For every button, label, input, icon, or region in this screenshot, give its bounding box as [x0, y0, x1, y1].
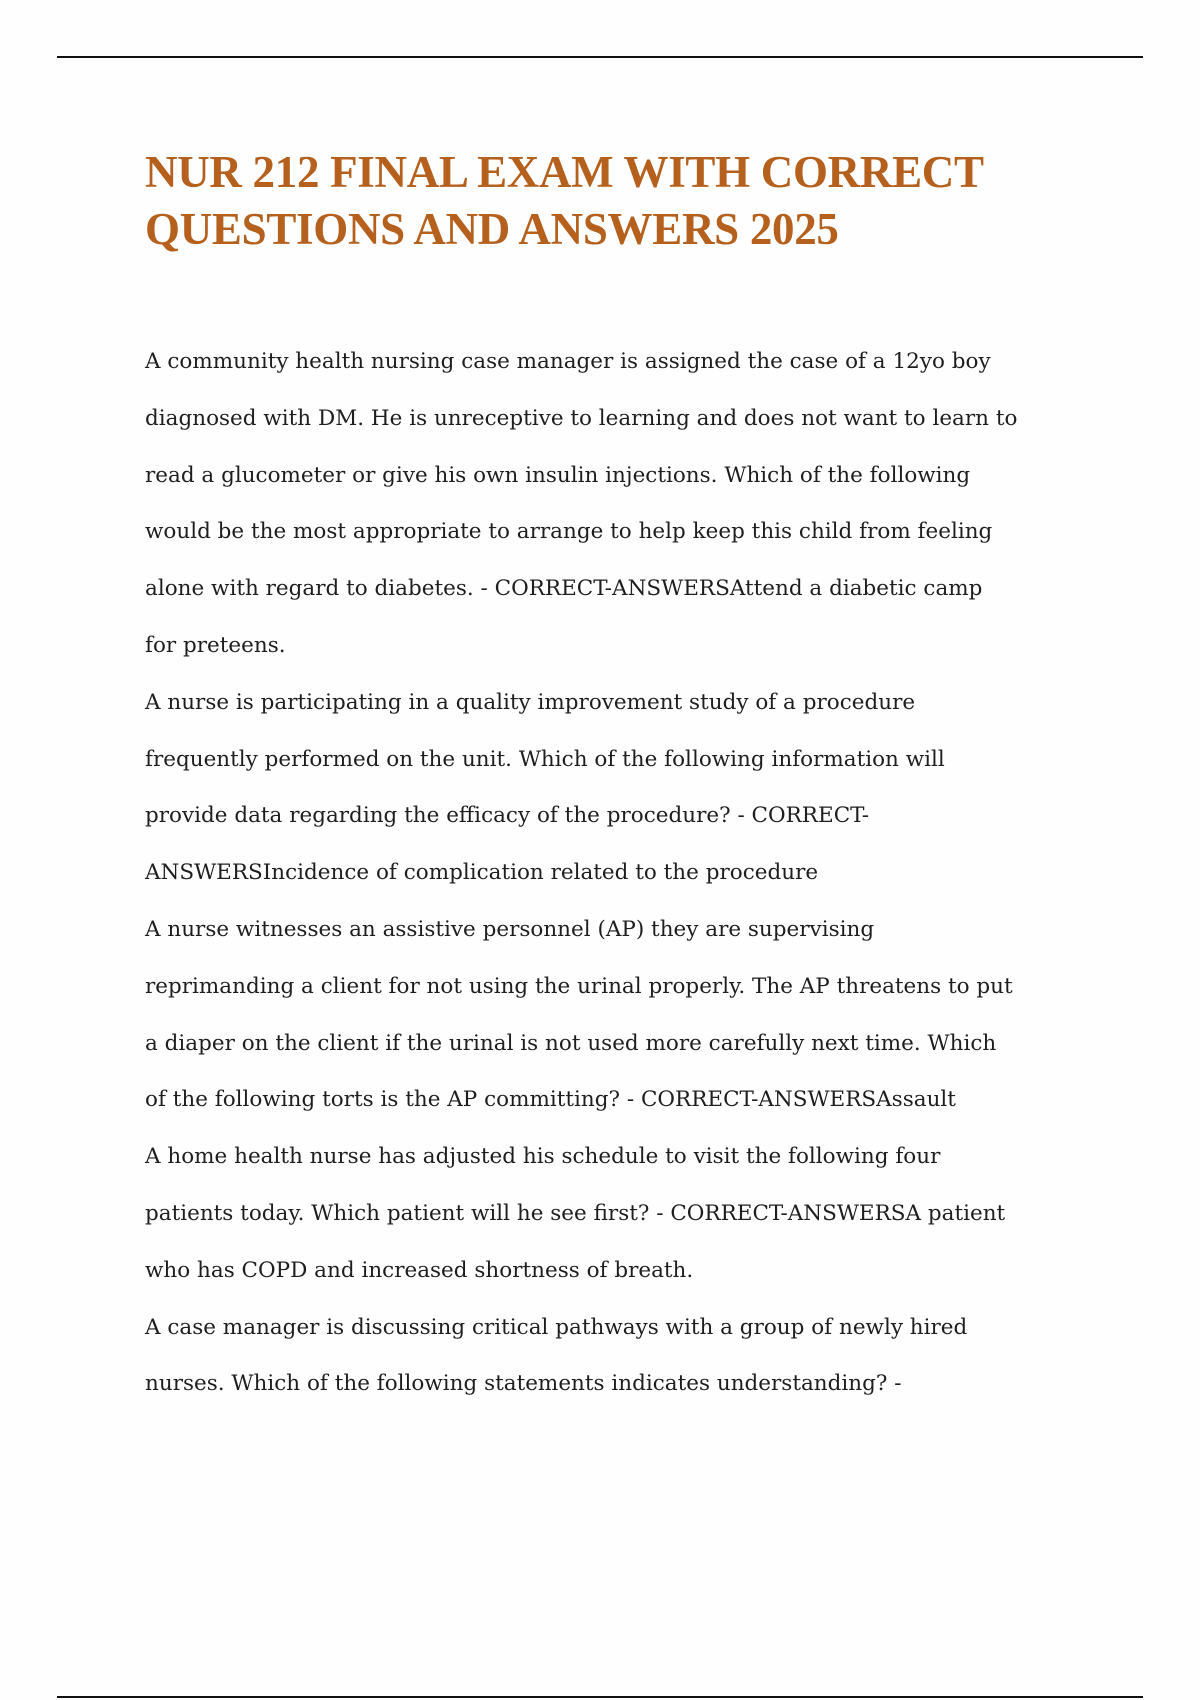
- document-title: [145, 144, 1105, 258]
- title-line: NUR 212 FINAL EXAM WITH CORRECT: [145, 147, 984, 197]
- body-line: frequently performed on the unit. Which of the following information will: [145, 746, 945, 772]
- body-line: A home health nurse has adjusted his schedule to visit the following four: [145, 1144, 941, 1170]
- body-line: diagnosed with DM. He is unreceptive to learning and does not want to learn to: [145, 405, 1018, 431]
- body-line: A nurse is participating in a quality improvement study of a procedure: [145, 689, 916, 715]
- body-line: reprimanding a client for not using the urinal properly. The AP threatens to put: [145, 973, 1013, 999]
- body-line: nurses. Which of the following statements indicates understanding? -: [145, 1371, 902, 1397]
- body-line: patients today. Which patient will he see first? - CORRECT-ANSWERSA patient: [145, 1200, 1006, 1226]
- body-line: who has COPD and increased shortness of breath.: [145, 1257, 694, 1283]
- bottom-rule: [57, 1696, 1143, 1698]
- body-line: for preteens.: [145, 632, 286, 658]
- body-line: would be the most appropriate to arrange to help keep this child from feeling: [145, 519, 993, 545]
- body-line: of the following torts is the AP committing? - CORRECT-ANSWERSAssault: [145, 1087, 956, 1113]
- body-line: A case manager is discussing critical pathways with a group of newly hired: [145, 1314, 968, 1340]
- body-line: ANSWERSIncidence of complication related to the procedure: [145, 860, 819, 886]
- document-body: [145, 334, 1105, 1413]
- body-line: provide data regarding the efficacy of the procedure? - CORRECT-: [145, 803, 869, 829]
- title-line: QUESTIONS AND ANSWERS 2025: [145, 204, 839, 254]
- body-line: A community health nursing case manager is assigned the case of a 12yo boy: [145, 349, 991, 374]
- body-line: A nurse witnesses an assistive personnel (AP) they are supervising: [145, 916, 875, 942]
- body-line: read a glucometer or give his own insulin injections. Which of the following: [145, 462, 971, 488]
- body-line: alone with regard to diabetes. - CORRECT-ANSWERSAttend a diabetic camp: [145, 576, 983, 602]
- top-rule: [57, 56, 1143, 58]
- body-line: a diaper on the client if the urinal is not used more carefully next time. Which: [145, 1030, 997, 1056]
